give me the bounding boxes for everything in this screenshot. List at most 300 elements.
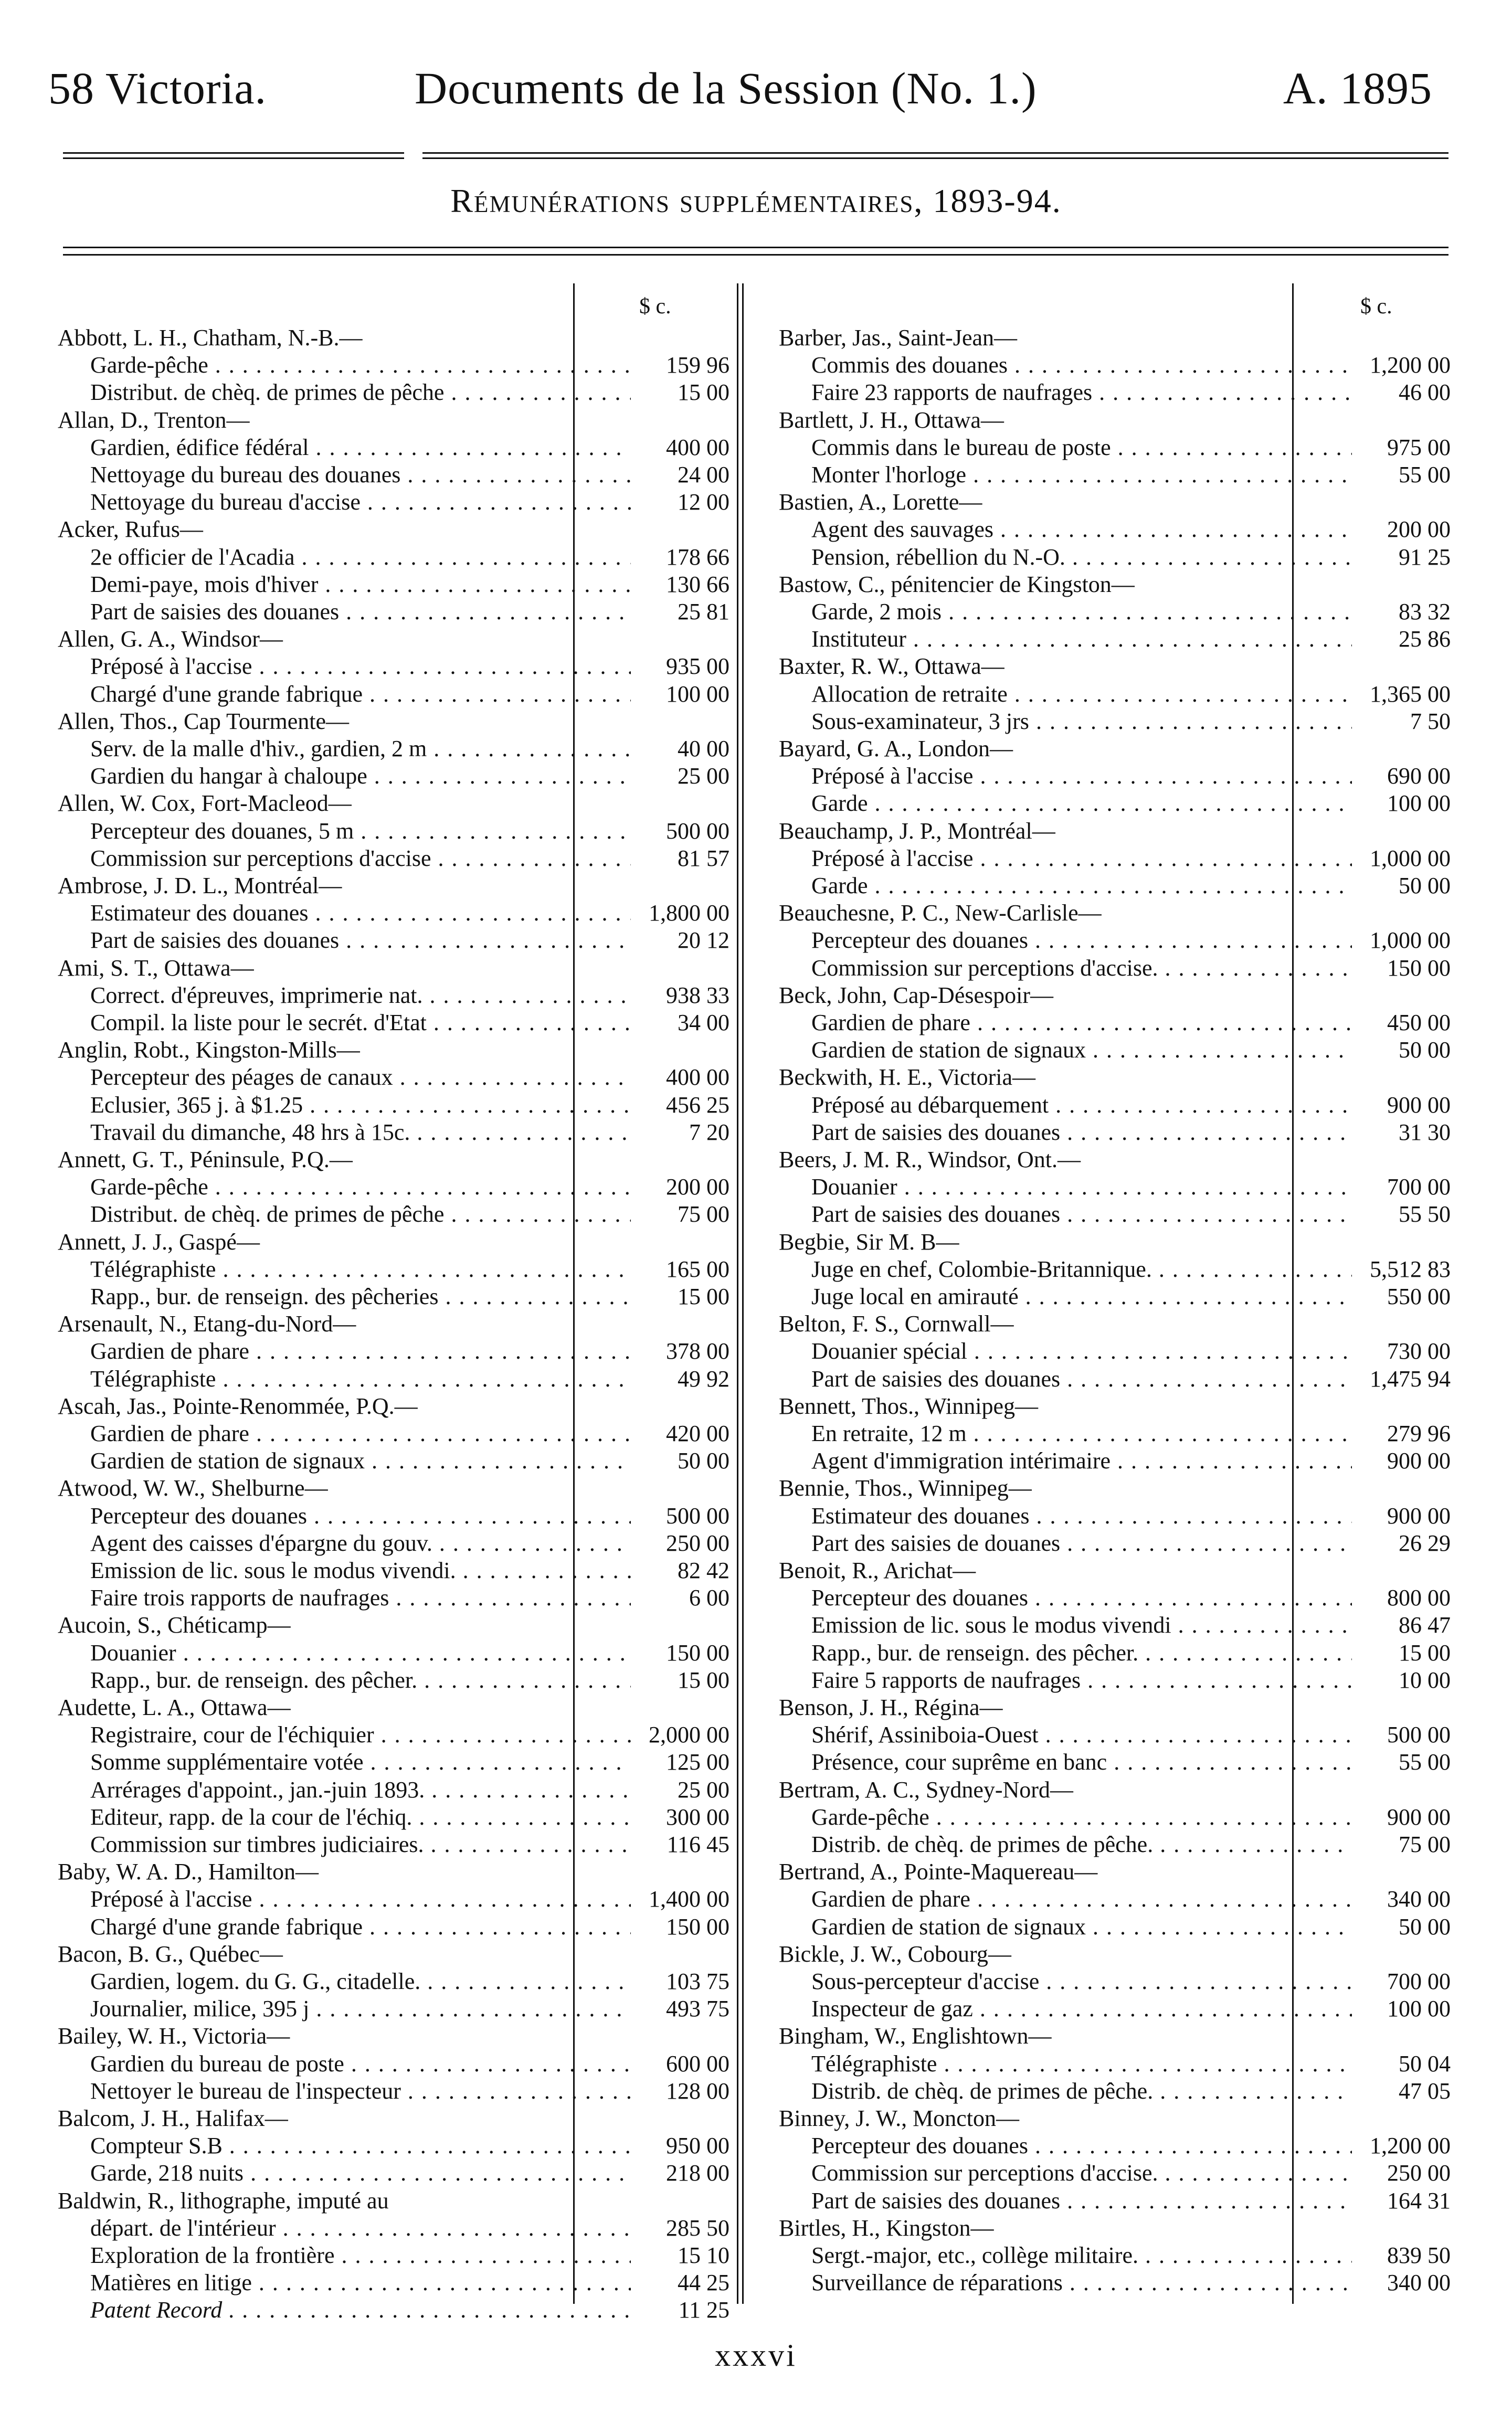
payment-line — [58, 1639, 729, 1667]
person-name: Ascah, Jas., Pointe-Renommée, P.Q.— — [58, 1393, 418, 1419]
person-name: Baxter, R. W., Ottawa— — [779, 653, 1005, 680]
payment-amount: 400 00 — [666, 434, 729, 460]
payment-description: Exploration de la frontière . . . — [90, 2242, 631, 2269]
person-name: Bailey, W. H., Victoria— — [58, 2023, 290, 2049]
page-number: xxxvi — [715, 2338, 797, 2373]
payment-amount: 340 00 — [1387, 2270, 1451, 2296]
payment-description: Commission sur timbres judiciaires. . . . — [90, 1831, 631, 1858]
person-entry — [58, 1393, 729, 1420]
payment-description: Part de saisies des douanes . . . — [811, 1366, 1352, 1393]
payment-amount: 200 00 — [1387, 516, 1451, 543]
payment-description: Gardien de station de signaux . . . — [811, 1036, 1352, 1064]
person-name: Bastien, A., Lorette— — [779, 489, 982, 515]
payment-description: Estimateur des douanes . . . — [811, 1502, 1352, 1530]
payment-description: Eclusier, 365 j. à $1.25 . . . — [90, 1092, 631, 1119]
person-name: Allan, D., Trenton— — [58, 407, 250, 433]
payment-description: Shérif, Assiniboia-Ouest . . . — [811, 1721, 1352, 1749]
payment-line — [779, 1913, 1451, 1941]
payment-amount: 250 00 — [1387, 2160, 1451, 2186]
payment-description: Editeur, rapp. de la cour de l'échiq. . . . — [90, 1804, 631, 1831]
person-name: Bacon, B. G., Québec— — [58, 1941, 283, 1967]
payment-description: Inspecteur de gaz . . . — [811, 1995, 1352, 2023]
currency-header: $ c. — [1360, 294, 1392, 319]
payment-line — [58, 1804, 729, 1831]
payment-line — [58, 2050, 729, 2078]
payment-amount: 1,800 00 — [649, 900, 729, 926]
payment-description: Préposé à l'accise . . . — [811, 763, 1352, 790]
payment-amount: 55 00 — [1399, 462, 1451, 488]
payment-amount: 420 00 — [666, 1421, 729, 1446]
payment-description: Commission sur perceptions d'accise. . . . — [811, 955, 1352, 982]
payment-line — [779, 1667, 1451, 1694]
person-entry — [779, 653, 1451, 680]
payment-line — [58, 1119, 729, 1146]
payment-line — [58, 352, 729, 379]
payment-line — [779, 1612, 1451, 1639]
payment-description: Rapp., bur. de renseign. des pêcher. . . . — [811, 1639, 1352, 1667]
person-entry — [779, 1229, 1451, 1256]
person-name: Acker, Rufus— — [58, 516, 203, 543]
payment-line — [58, 1584, 729, 1612]
payment-line — [779, 2187, 1451, 2215]
payment-description: Commis dans le bureau de poste . . . — [811, 434, 1352, 461]
person-entry — [58, 2023, 729, 2050]
payment-description: Présence, cour suprême en banc . . . — [811, 1749, 1352, 1776]
payment-line — [779, 1995, 1451, 2023]
payment-description: En retraite, 12 m . . . — [811, 1420, 1352, 1447]
person-entry — [779, 489, 1451, 516]
payment-description: Journalier, milice, 395 j . . . — [90, 1995, 631, 2023]
payment-amount: 700 00 — [1387, 1174, 1451, 1200]
person-entry — [58, 1941, 729, 1968]
payment-line — [779, 1584, 1451, 1612]
payment-line — [779, 1530, 1451, 1557]
payment-description: Part de saisies des douanes . . . — [811, 1201, 1352, 1228]
payment-line — [779, 708, 1451, 735]
payment-amount: 25 86 — [1399, 626, 1451, 652]
payment-description: Garde, 2 mois . . . — [811, 598, 1352, 626]
payment-line — [779, 845, 1451, 872]
payment-amount: 91 25 — [1399, 544, 1451, 570]
payment-amount: 15 00 — [1399, 1639, 1451, 1666]
person-entry — [58, 1036, 729, 1064]
payment-line — [779, 1366, 1451, 1393]
person-entry — [58, 1146, 729, 1173]
payment-amount: 11 25 — [678, 2297, 729, 2323]
person-name: Ambrose, J. D. L., Montréal— — [58, 873, 342, 898]
payment-description: Compil. la liste pour le secrét. d'Etat . . . — [90, 1009, 631, 1036]
payment-description: Douanier spécial . . . — [811, 1338, 1352, 1365]
column-divider-middle-b — [742, 283, 744, 2304]
payment-description: Commission sur perceptions d'accise. . . . — [811, 2160, 1352, 2187]
payment-description: Distrib. de chèq. de primes de pêche. . . . — [811, 2078, 1352, 2105]
payment-line — [779, 2242, 1451, 2269]
payment-line — [58, 927, 729, 954]
payment-amount: 130 66 — [666, 571, 729, 597]
payment-line — [779, 1201, 1451, 1228]
payment-amount: 34 00 — [678, 1010, 729, 1035]
payment-description: départ. de l'intérieur . . . — [90, 2215, 631, 2242]
payment-line — [58, 681, 729, 708]
person-entry — [779, 2105, 1451, 2132]
payment-description: Commis des douanes . . . — [811, 352, 1352, 379]
payment-amount: 55 50 — [1399, 1201, 1451, 1227]
payment-amount: 378 00 — [666, 1338, 729, 1364]
header-year: A. 1895 — [1283, 63, 1432, 113]
payment-amount: 150 00 — [666, 1639, 729, 1666]
payment-description: Gardien de phare . . . — [811, 1009, 1352, 1036]
payment-line — [779, 1968, 1451, 1995]
payment-amount: 300 00 — [666, 1804, 729, 1830]
payment-description: Gardien du bureau de poste . . . — [90, 2050, 631, 2078]
payment-amount: 150 00 — [666, 1913, 729, 1940]
person-entry — [58, 407, 729, 434]
person-entry — [58, 2105, 729, 2132]
payment-amount: 81 57 — [678, 845, 729, 871]
payment-line — [779, 1721, 1451, 1749]
payment-line — [779, 379, 1451, 406]
payment-amount: 900 00 — [1387, 1448, 1451, 1474]
payment-line — [779, 681, 1451, 708]
payment-amount: 10 00 — [1399, 1667, 1451, 1693]
header-rule-left-top — [63, 152, 404, 154]
person-entry — [58, 516, 729, 543]
payment-description: Nettoyer le bureau de l'inspecteur . . . — [90, 2078, 631, 2105]
payment-line — [58, 1886, 729, 1913]
payment-amount: 164 31 — [1387, 2187, 1451, 2214]
payment-amount: 500 00 — [666, 1502, 729, 1529]
payment-line — [779, 872, 1451, 899]
person-entry — [779, 899, 1451, 927]
payment-description: Nettoyage du bureau d'accise . . . — [90, 489, 631, 516]
payment-line — [58, 489, 729, 516]
left-column — [58, 294, 729, 2323]
payment-line — [779, 1256, 1451, 1283]
payment-amount: 178 66 — [666, 544, 729, 570]
payment-line — [779, 1420, 1451, 1447]
person-name: Bartlett, J. H., Ottawa— — [779, 407, 1004, 433]
page-title: Rémunérations supplémentaires, 1893-94. — [450, 182, 1062, 219]
payment-amount: 6 00 — [689, 1585, 729, 1611]
payment-description: Gardien de station de signaux . . . — [90, 1447, 631, 1475]
payment-line — [779, 1036, 1451, 1064]
payment-amount: 25 00 — [678, 763, 729, 789]
payment-amount: 218 00 — [666, 2160, 729, 2186]
payment-amount: 7 20 — [689, 1119, 729, 1145]
payment-line — [58, 735, 729, 763]
payment-description: Douanier . . . — [90, 1639, 631, 1667]
payment-amount: 165 00 — [666, 1256, 729, 1282]
payment-line — [58, 598, 729, 626]
person-entry — [58, 1612, 729, 1639]
payment-description: Gardien, édifice fédéral . . . — [90, 434, 631, 461]
payment-line — [779, 1338, 1451, 1365]
payment-description: Agent des sauvages . . . — [811, 516, 1352, 543]
person-entry — [779, 982, 1451, 1009]
payment-amount: 500 00 — [1387, 1722, 1451, 1748]
person-name: Bertrand, A., Pointe-Maquereau— — [779, 1859, 1098, 1885]
payment-line — [58, 1968, 729, 1995]
person-name: Beauchamp, J. P., Montréal— — [779, 818, 1055, 844]
person-entry — [58, 872, 729, 899]
payment-line — [779, 955, 1451, 982]
payment-description: Percepteur des douanes, 5 m . . . — [90, 818, 631, 845]
person-name: Binney, J. W., Moncton— — [779, 2105, 1019, 2131]
person-name: Belton, F. S., Cornwall— — [779, 1311, 1014, 1337]
payment-description: Instituteur . . . — [811, 626, 1352, 653]
payment-line — [58, 571, 729, 598]
payment-line — [58, 1995, 729, 2023]
payment-description: Juge local en amirauté . . . — [811, 1283, 1352, 1310]
payment-line — [779, 2269, 1451, 2296]
payment-amount: 150 00 — [1387, 955, 1451, 981]
person-entry — [779, 1858, 1451, 1886]
payment-line — [58, 2296, 729, 2324]
person-name: Anglin, Robt., Kingston-Mills— — [58, 1037, 360, 1063]
payment-description: Percepteur des douanes . . . — [90, 1502, 631, 1530]
payment-amount: 25 81 — [678, 599, 729, 625]
payment-line — [779, 352, 1451, 379]
person-entry — [779, 1146, 1451, 1173]
payment-description: Part de saisies des douanes . . . — [90, 927, 631, 954]
payment-line — [779, 1639, 1451, 1667]
payment-line — [779, 1009, 1451, 1036]
payment-line — [779, 1886, 1451, 1913]
person-name: Allen, W. Cox, Fort-Macleod— — [58, 790, 352, 817]
person-name: Arsenault, N., Etang-du-Nord— — [58, 1311, 356, 1337]
payment-description: Garde . . . — [811, 872, 1352, 899]
person-entry — [779, 571, 1451, 598]
person-entry — [779, 1776, 1451, 1804]
payment-line — [58, 1338, 729, 1365]
payment-description: Estimateur des douanes . . . — [90, 899, 631, 927]
person-entry — [779, 1694, 1451, 1721]
payment-description: Part de saisies des douanes . . . — [811, 2187, 1352, 2215]
payment-description: Travail du dimanche, 48 hrs à 15c. . . . — [90, 1119, 631, 1146]
payment-amount: 1,400 00 — [649, 1886, 729, 1912]
payment-amount: 285 50 — [666, 2215, 729, 2241]
payment-amount: 1,200 00 — [1370, 352, 1451, 378]
payment-line — [58, 461, 729, 489]
payment-description: Somme supplémentaire votée . . . — [90, 1749, 631, 1776]
payment-amount: 100 00 — [666, 681, 729, 707]
header-volume: 58 Victoria. — [48, 63, 267, 113]
payment-amount: 40 00 — [678, 736, 729, 761]
person-name: Bennett, Thos., Winnipeg— — [779, 1393, 1039, 1419]
payment-description: Emission de lic. sous le modus vivendi . . . — [811, 1612, 1352, 1639]
payment-amount: 800 00 — [1387, 1585, 1451, 1611]
person-name: Bennie, Thos., Winnipeg— — [779, 1475, 1032, 1501]
payment-line — [58, 1064, 729, 1091]
person-entry — [58, 1475, 729, 1502]
header-document-title: Documents de la Session (No. 1.) — [415, 63, 1037, 113]
payment-description: Percepteur des péages de canaux . . . — [90, 1064, 631, 1091]
payment-line — [58, 1831, 729, 1858]
payment-description: Gardien de station de signaux . . . — [811, 1913, 1352, 1941]
payment-line — [58, 1009, 729, 1036]
payment-description: Allocation de retraite . . . — [811, 681, 1352, 708]
payment-description: Surveillance de réparations . . . — [811, 2269, 1352, 2296]
payment-line — [779, 763, 1451, 790]
payment-line — [58, 1447, 729, 1475]
payment-amount: 900 00 — [1387, 1502, 1451, 1529]
person-entry — [58, 955, 729, 982]
payment-description: Garde-pêche . . . — [90, 352, 631, 379]
payment-line — [779, 434, 1451, 461]
payment-description: Part de saisies des douanes . . . — [90, 598, 631, 626]
payment-line — [58, 1749, 729, 1776]
payment-amount: 2,000 00 — [649, 1722, 729, 1748]
payment-amount: 24 00 — [678, 462, 729, 488]
payment-amount: 26 29 — [1399, 1530, 1451, 1556]
payment-description: Gardien de phare . . . — [811, 1886, 1352, 1913]
payment-line — [58, 1502, 729, 1530]
payment-description: Sous-percepteur d'accise . . . — [811, 1968, 1352, 1995]
payment-line — [779, 1804, 1451, 1831]
payment-amount: 12 00 — [678, 489, 729, 515]
payment-description: Part de saisies des douanes . . . — [811, 1119, 1352, 1146]
payment-description: Préposé à l'accise . . . — [811, 845, 1352, 872]
payment-description: Sous-examinateur, 3 jrs . . . — [811, 708, 1352, 735]
person-name: Aucoin, S., Chéticamp— — [58, 1612, 291, 1638]
payment-line — [779, 544, 1451, 571]
person-name: Bastow, C., pénitencier de Kingston— — [779, 571, 1135, 597]
payment-amount: 975 00 — [1387, 434, 1451, 460]
person-entry — [779, 407, 1451, 434]
payment-amount: 75 00 — [1399, 1832, 1451, 1857]
payment-description: Correct. d'épreuves, imprimerie nat. . . . — [90, 982, 631, 1009]
person-entry — [58, 1310, 729, 1338]
payment-amount: 935 00 — [666, 653, 729, 680]
payment-description: Juge en chef, Colombie-Britannique. . . . — [811, 1256, 1352, 1283]
payment-description: Arrérages d'appoint., jan.-juin 1893. . . . — [90, 1776, 631, 1804]
payment-description: Percepteur des douanes . . . — [811, 1584, 1352, 1612]
payment-description: Garde-pêche . . . — [811, 1804, 1352, 1831]
payment-description: Compteur S.B . . . — [90, 2132, 631, 2160]
payment-description: 2e officier de l'Acadia . . . — [90, 544, 631, 571]
person-entry — [779, 324, 1451, 352]
title-rule-top — [63, 247, 1448, 248]
payment-amount: 15 00 — [678, 1284, 729, 1309]
payment-amount: 86 47 — [1399, 1612, 1451, 1638]
payment-description: Télégraphiste . . . — [90, 1366, 631, 1393]
payment-line — [58, 1667, 729, 1694]
payment-line — [58, 2269, 729, 2296]
payment-description: Faire 23 rapports de naufrages . . . — [811, 379, 1352, 406]
person-entry — [58, 708, 729, 735]
payment-amount: 25 00 — [678, 1776, 729, 1803]
payment-line — [58, 379, 729, 406]
payment-line — [779, 927, 1451, 954]
payment-description: Pension, rébellion du N.-O. . . . — [811, 544, 1352, 571]
payment-description: Nettoyage du bureau des douanes . . . — [90, 461, 631, 489]
person-entry — [779, 1941, 1451, 1968]
payment-amount: 1,000 00 — [1370, 845, 1451, 871]
payment-description: Demi-paye, mois d'hiver . . . — [90, 571, 631, 598]
payment-description: Emission de lic. sous le modus vivendi. . . . — [90, 1557, 631, 1584]
payment-amount: 128 00 — [666, 2078, 729, 2104]
payment-amount: 83 32 — [1399, 599, 1451, 625]
payment-amount: 250 00 — [666, 1530, 729, 1556]
right-column — [779, 294, 1451, 2296]
payment-line — [779, 1119, 1451, 1146]
payment-description: Gardien de phare . . . — [90, 1338, 631, 1365]
payment-description: Chargé d'une grande fabrique . . . — [90, 1913, 631, 1941]
payment-amount: 450 00 — [1387, 1010, 1451, 1035]
header-rule-right-top — [422, 152, 1448, 154]
payment-description: Préposé à l'accise . . . — [90, 1886, 631, 1913]
payment-amount: 47 05 — [1399, 2078, 1451, 2104]
person-name: Allen, G. A., Windsor— — [58, 626, 283, 652]
payment-amount: 900 00 — [1387, 1804, 1451, 1830]
payment-amount: 55 00 — [1399, 1749, 1451, 1775]
header-rule-right-bottom — [422, 157, 1448, 159]
payment-amount: 100 00 — [1387, 1996, 1451, 2022]
payment-line — [58, 1530, 729, 1557]
header-rule-left-bottom — [63, 157, 404, 159]
payment-amount: 730 00 — [1387, 1338, 1451, 1364]
payment-line — [58, 544, 729, 571]
person-name: Annett, G. T., Péninsule, P.Q.— — [58, 1147, 353, 1172]
person-name: Beckwith, H. E., Victoria— — [779, 1064, 1036, 1091]
payment-amount: 49 92 — [678, 1366, 729, 1392]
payment-line — [58, 2215, 729, 2242]
payment-amount: 116 45 — [667, 1832, 729, 1857]
person-entry — [58, 324, 729, 352]
person-name: Beauchesne, P. C., New-Carlisle— — [779, 900, 1102, 926]
payment-amount: 690 00 — [1387, 763, 1451, 789]
person-entry — [58, 1858, 729, 1886]
payment-line — [58, 2132, 729, 2160]
payment-line — [58, 899, 729, 927]
person-entry — [58, 2187, 729, 2215]
payment-line — [58, 982, 729, 1009]
payment-amount: 279 96 — [1387, 1421, 1451, 1446]
payment-amount: 600 00 — [666, 2050, 729, 2077]
payment-description: Rapp., bur. de renseign. des pêcheries . . . — [90, 1283, 631, 1310]
payment-amount: 340 00 — [1387, 1886, 1451, 1912]
person-name: Bayard, G. A., London— — [779, 736, 1013, 761]
person-name: Ami, S. T., Ottawa— — [58, 955, 254, 981]
payment-description: Monter l'horloge . . . — [811, 461, 1352, 489]
currency-header: $ c. — [639, 294, 671, 319]
payment-line — [779, 626, 1451, 653]
payment-line — [779, 790, 1451, 817]
payment-amount: 839 50 — [1387, 2242, 1451, 2268]
payment-line — [779, 516, 1451, 543]
person-name: Barber, Jas., Saint-Jean— — [779, 325, 1018, 351]
payment-amount: 15 10 — [678, 2242, 729, 2268]
payment-line — [58, 1173, 729, 1201]
payment-line — [779, 1283, 1451, 1310]
payment-line — [58, 434, 729, 461]
person-entry — [779, 1475, 1451, 1502]
payment-line — [779, 2132, 1451, 2160]
payment-amount: 700 00 — [1387, 1968, 1451, 1994]
person-name: Annett, J. J., Gaspé— — [58, 1229, 260, 1255]
payment-amount: 75 00 — [678, 1201, 729, 1227]
payment-amount: 46 00 — [1399, 379, 1451, 406]
payment-amount: 1,000 00 — [1370, 927, 1451, 954]
payment-amount: 50 00 — [1399, 1037, 1451, 1063]
person-name: Benson, J. H., Régina— — [779, 1695, 1003, 1720]
person-name: Bickle, J. W., Cobourg— — [779, 1941, 1011, 1967]
payment-line — [58, 2160, 729, 2187]
payment-line — [779, 2160, 1451, 2187]
payment-description: Patent Record . . . — [90, 2296, 631, 2324]
payment-amount: 900 00 — [1387, 1092, 1451, 1118]
payment-line — [58, 1283, 729, 1310]
